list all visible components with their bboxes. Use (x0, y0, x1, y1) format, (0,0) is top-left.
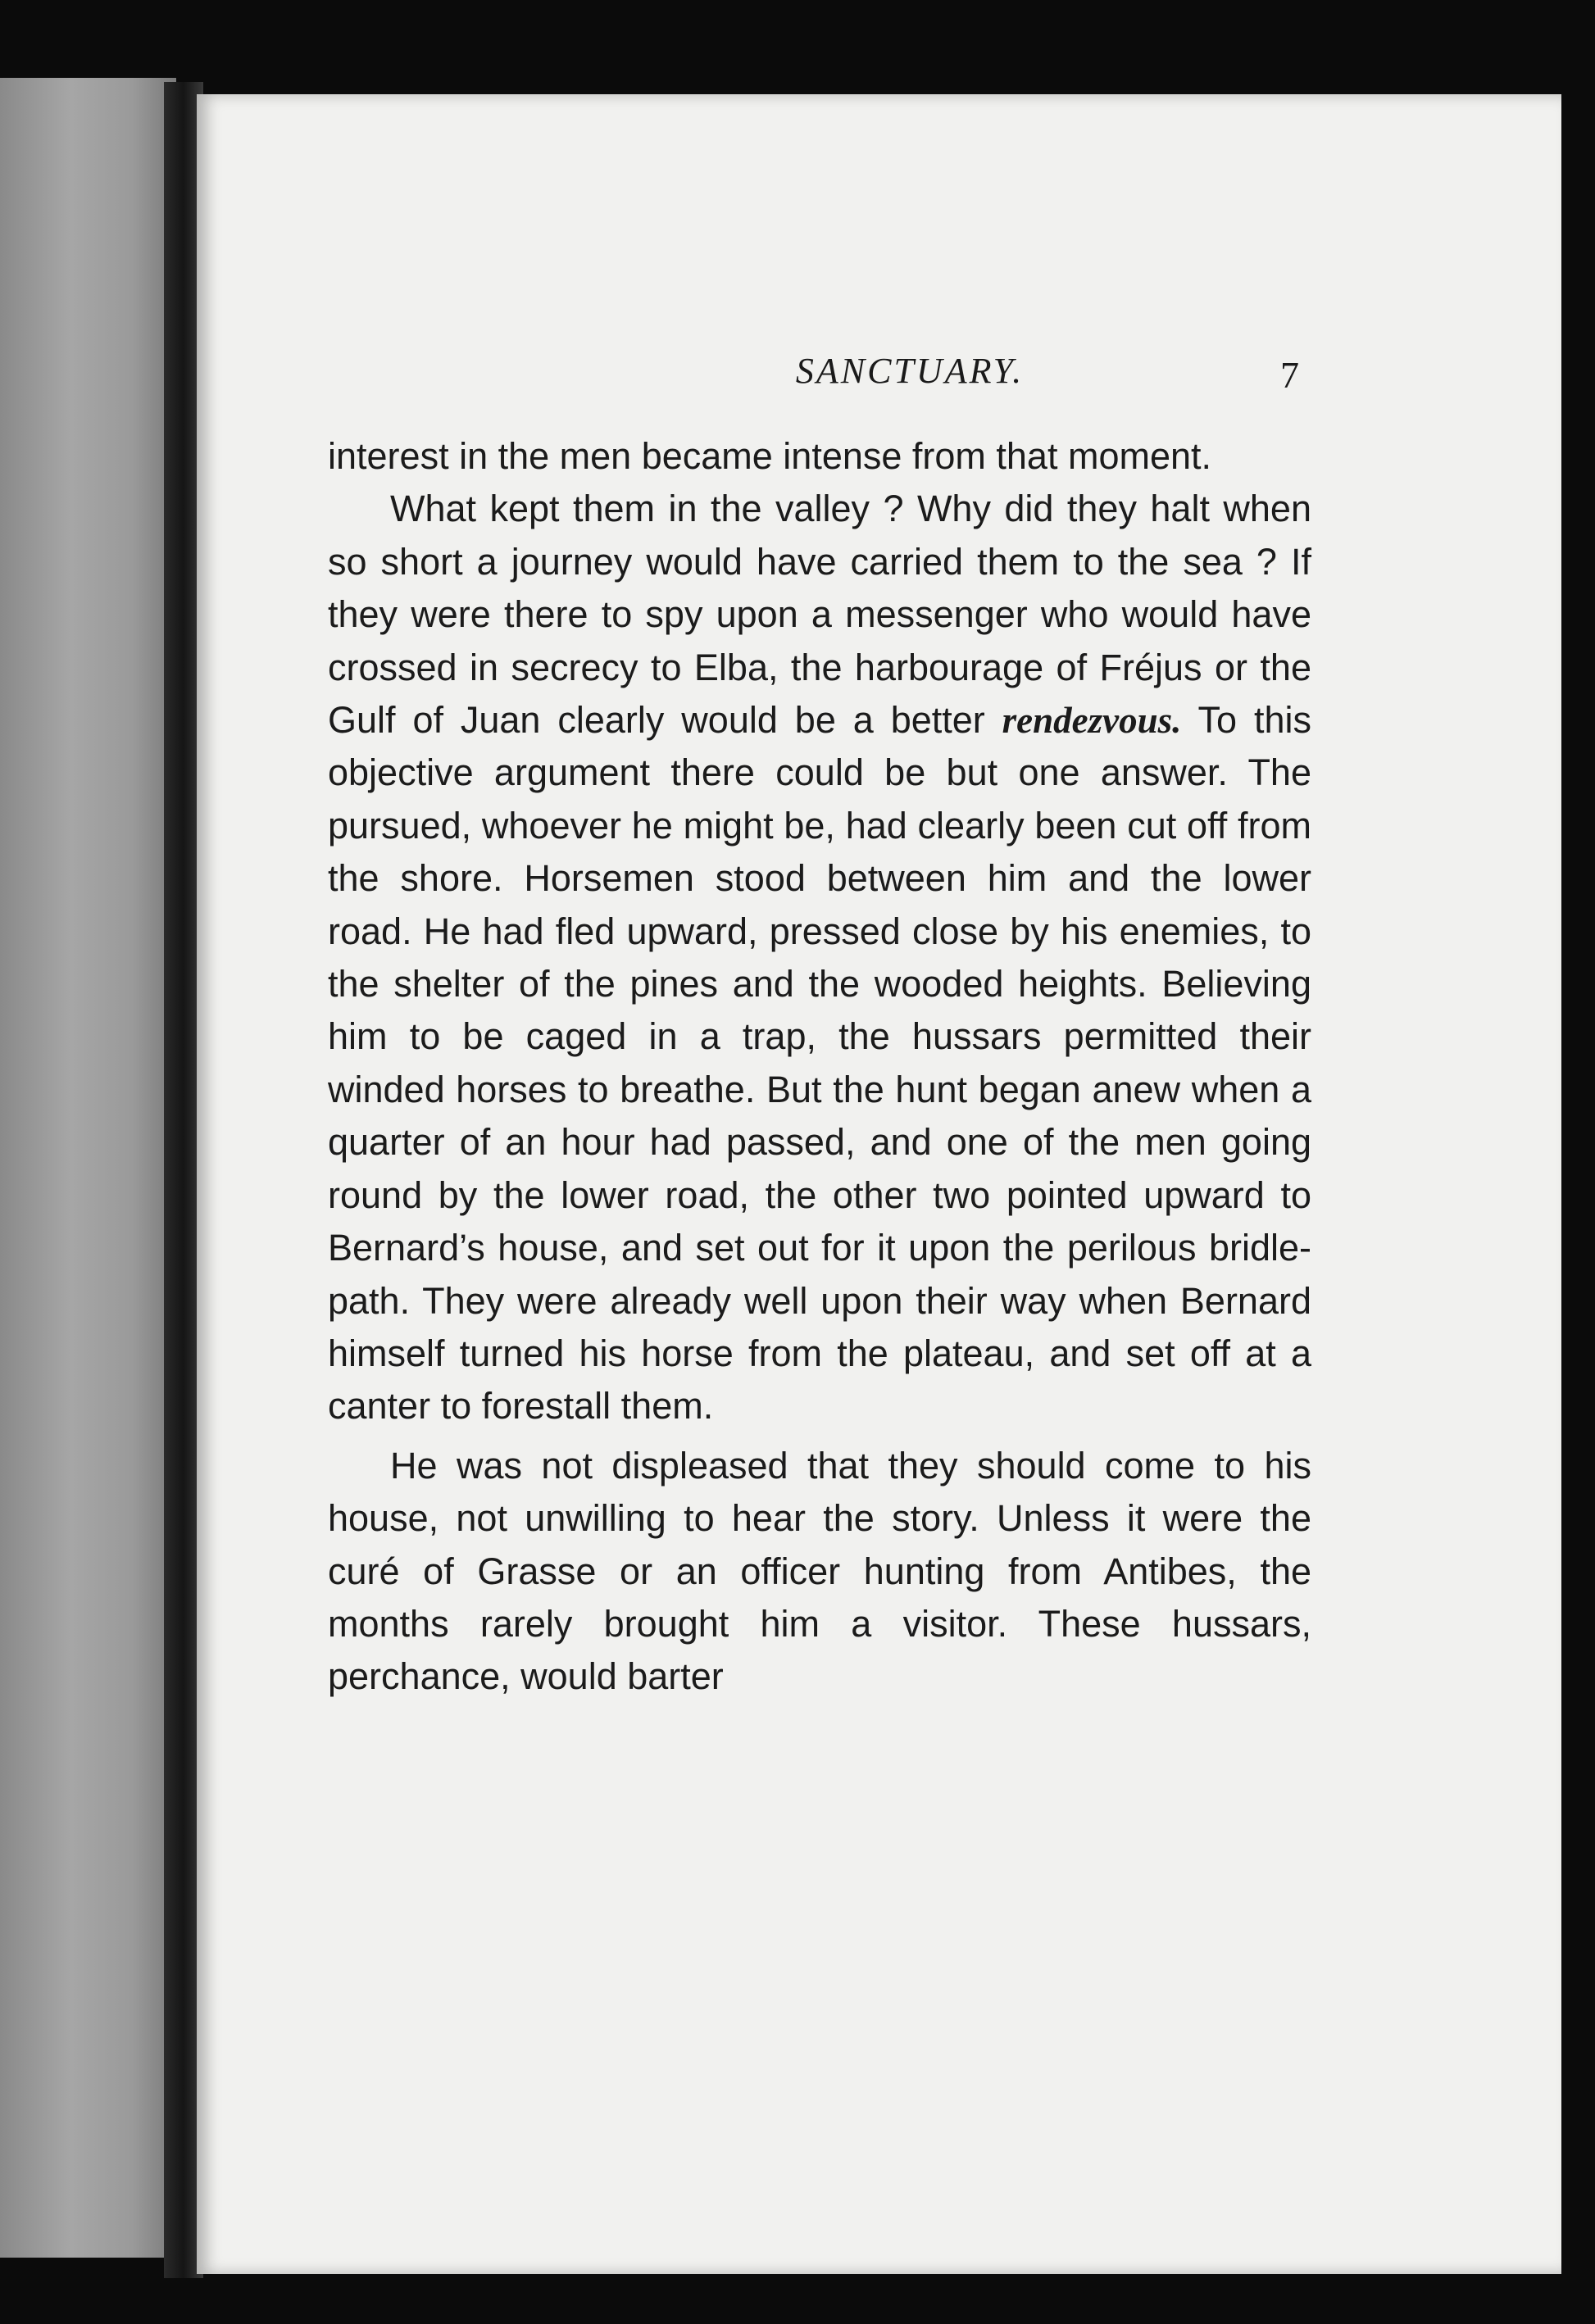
paragraph-3: He was not displeased that they should come to his house, not unwilling to hear the story. Unless it were the curé of Grasse or an officer hunting from Antibes, the months rarely brought him a visitor. These hussars, perchance, would barter (328, 1444, 1311, 1698)
running-head: SANCTUARY. (795, 351, 1025, 391)
body-text (328, 430, 1311, 1704)
paragraph-2-part-a: What kept them in the valley ? Why did they halt when so short a journey would have carried them to the sea ? If they were there to spy upon a messenger who would have crossed in secrecy to Elba, the harbourage of Fréjus or the Gulf of Juan clearly would be a better (328, 488, 1311, 742)
right-page (197, 94, 1561, 2274)
italic-word-rendezvous: rendezvous. (1002, 700, 1182, 742)
paragraph-2-part-b: To this objective argument there could be but one answer. The pursued, whoever he might be, had clearly been cut off from the shore. Horsemen stood between him and the lower road. He had fled upward, pressed close by his enemies, to the shelter of the pines and the wooded heights. Believing him to be caged in a trap, the hussars permitted their winded horses to breathe. But the hunt began anew when a quarter of an hour had passed, and one of the men going round by the lower road, the other two pointed upward to Bernard’s house, and set out for it upon the perilous bridle-path. They were already well upon their way when Bernard himself turned his horse from the plateau, and set off at a canter to forestall them. (328, 699, 1311, 1428)
paragraph-2 (328, 483, 1311, 1432)
left-page-edge (0, 78, 176, 2258)
page-number: 7 (1280, 354, 1299, 396)
paragraph-1: interest in the men became intense from that moment. (328, 435, 1212, 477)
